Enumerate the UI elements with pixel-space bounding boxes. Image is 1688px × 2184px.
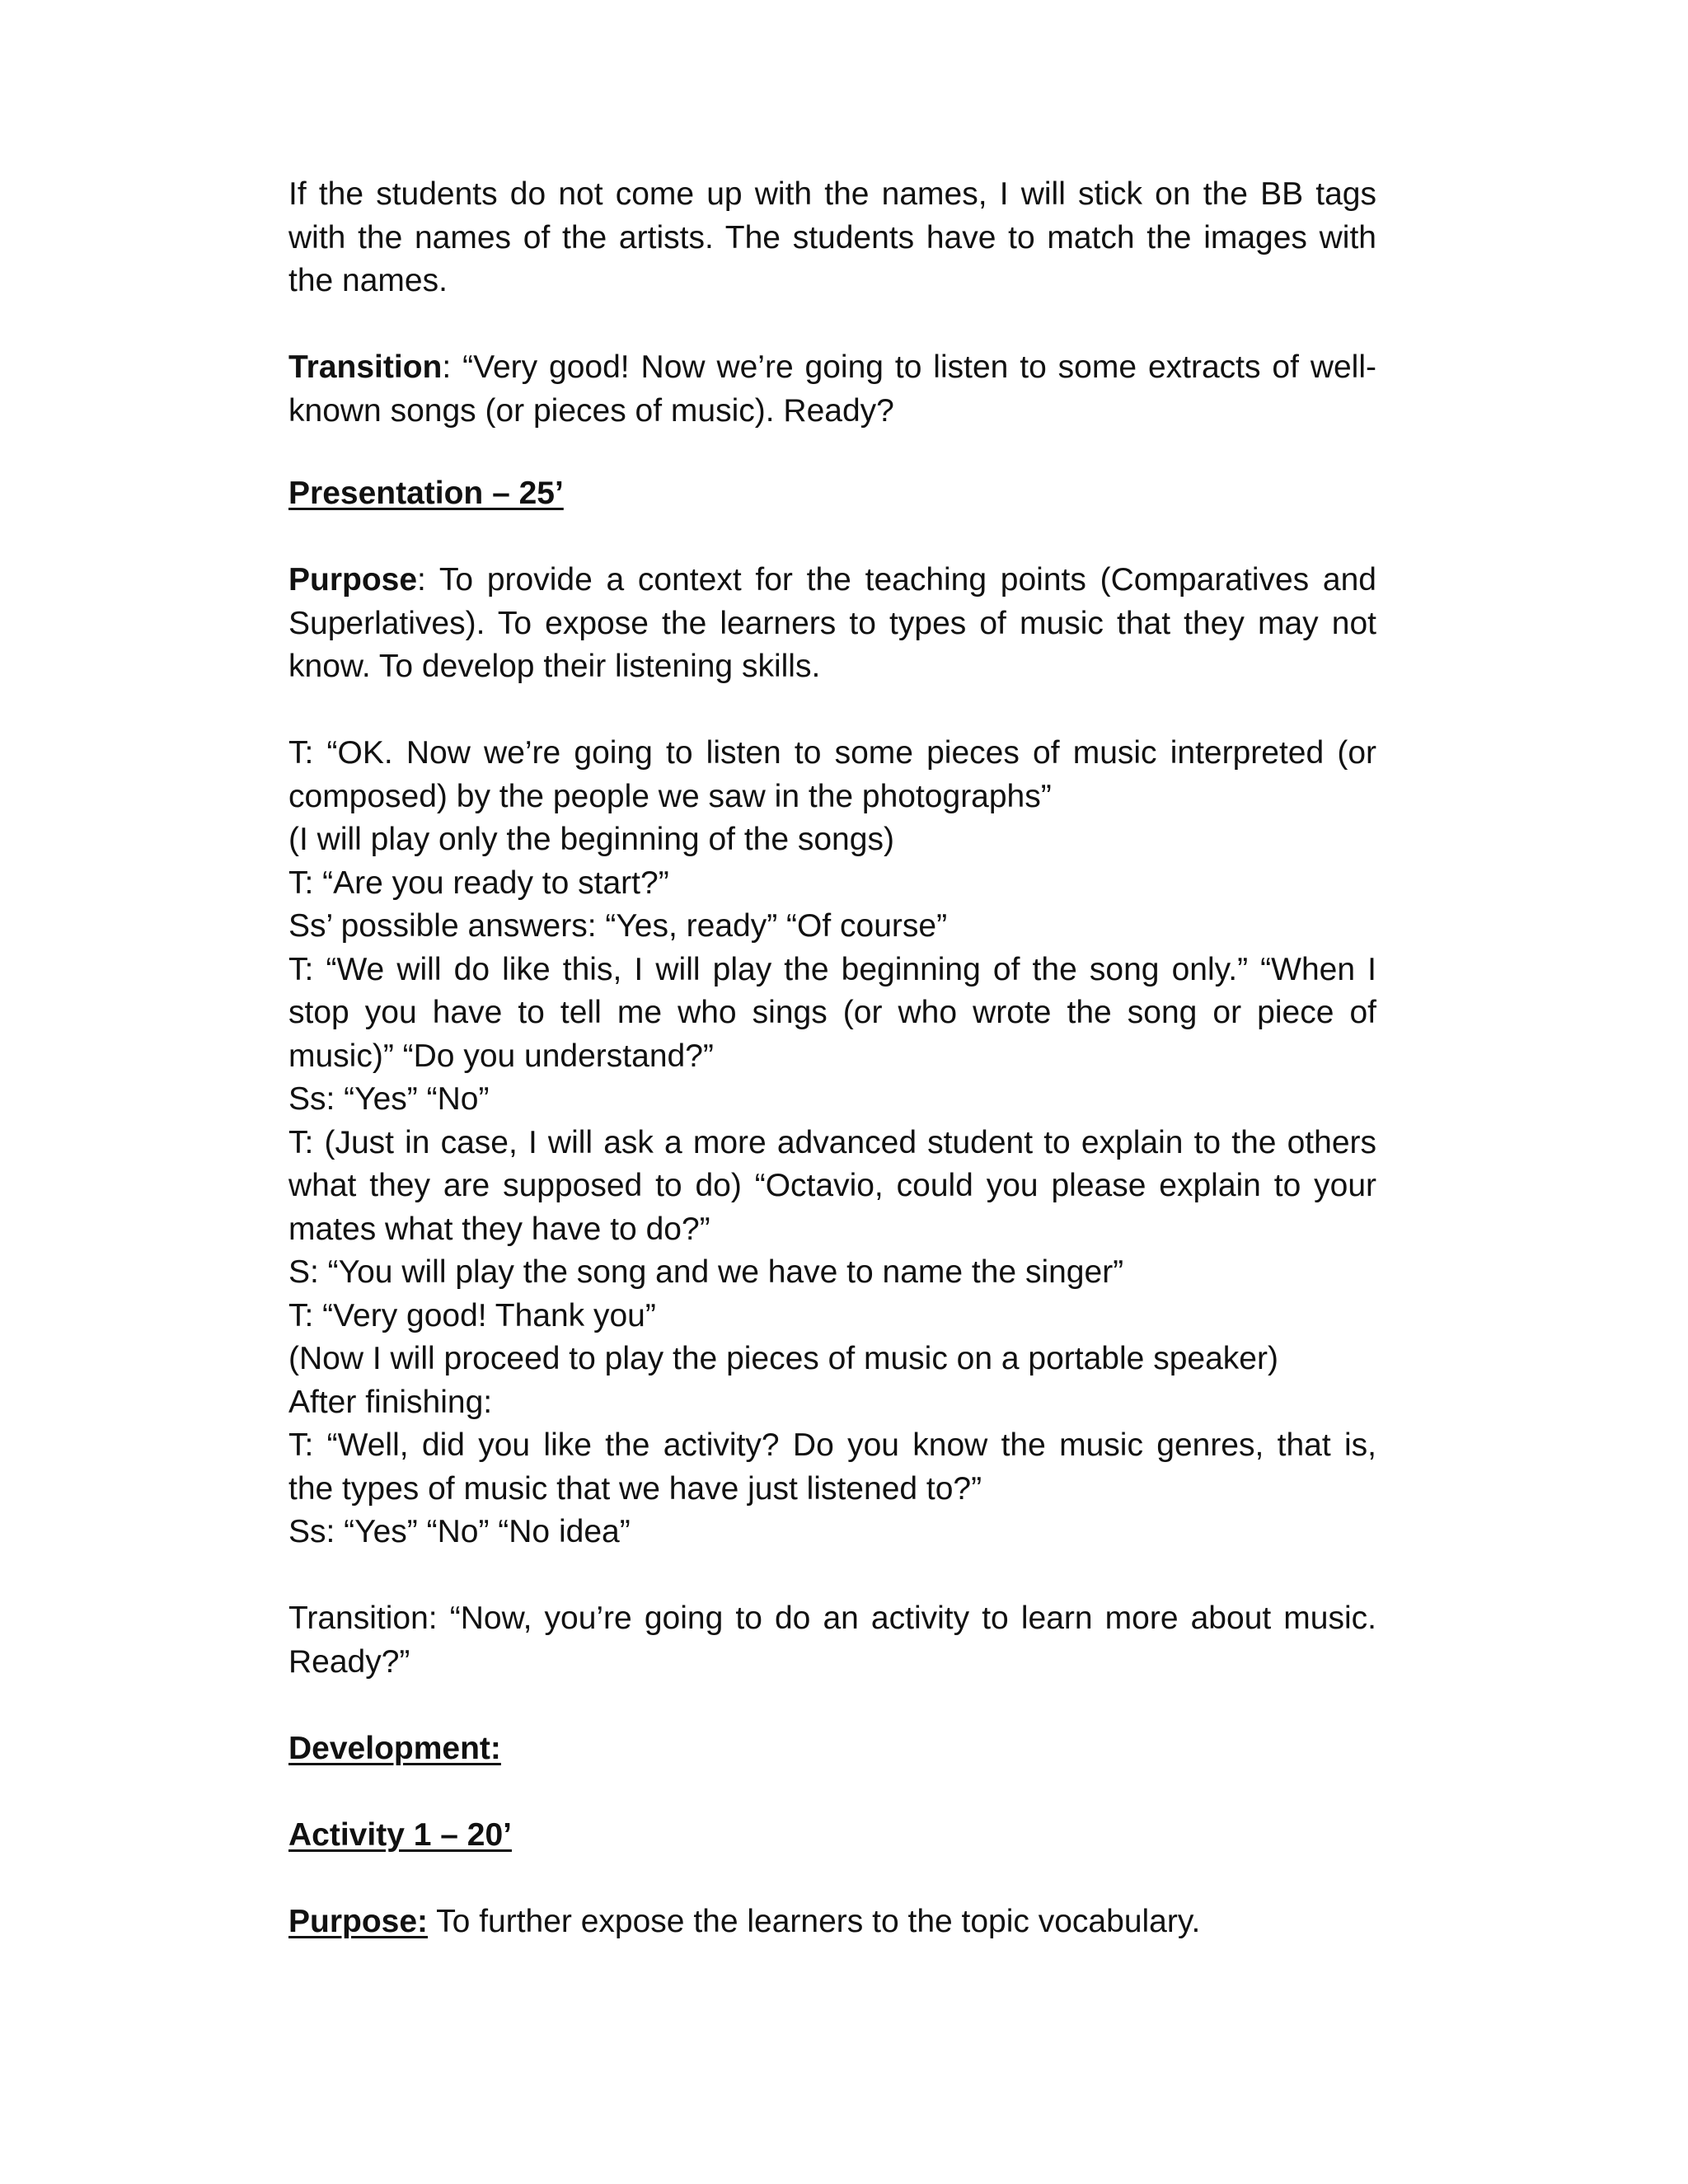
dialogue-line: T: (Just in case, I will ask a more advanced student to explain to the others (288, 1124, 1376, 1160)
transition2-paragraph (288, 1597, 1376, 1684)
activity-heading: Activity 1 – 20’ (288, 1816, 512, 1853)
purpose-line: Superlatives). To expose the learners to types of music that they may not (288, 605, 1376, 641)
spacer (288, 303, 1376, 347)
spacer (288, 1554, 1376, 1598)
transition-text: : “Very good! Now we’re going to listen to some extracts of well- (442, 349, 1376, 385)
spacer (288, 516, 1376, 560)
dialogue-line: what they are supposed to do) “Octavio, could you please explain to your (288, 1168, 1376, 1203)
dialogue-line: stop you have to tell me who sings (or who wrote the song or piece of (288, 995, 1376, 1030)
transition2-line: Ready?” (288, 1643, 410, 1680)
dialogue-line: T: “We will do like this, I will play the beginning of the song only.” “When I (288, 951, 1376, 987)
transition-label: Transition (288, 349, 443, 385)
dialogue-line: After finishing: (288, 1384, 493, 1420)
presentation-heading: Presentation – 25’ (288, 476, 564, 511)
intro-line: If the students do not come up with the names, I will stick on the BB tags (288, 176, 1376, 212)
purpose-paragraph (288, 559, 1376, 689)
dialogue-line: T: “Are you ready to start?” (288, 865, 669, 901)
dialogue-line: T: “Well, did you like the activity? Do you know the music genres, that is, (288, 1427, 1376, 1463)
purpose-line: know. To develop their listening skills. (288, 649, 821, 684)
purpose-line (288, 559, 1376, 602)
transition-line: known songs (or pieces of music). Ready? (288, 392, 894, 429)
dialogue-line: S: “You will play the song and we have to name the singer” (288, 1254, 1124, 1290)
dialogue-line: (I will play only the beginning of the songs) (288, 822, 894, 857)
dialogue-line: Ss’ possible answers: “Yes, ready” “Of course” (288, 908, 948, 944)
intro-paragraph (288, 173, 1376, 303)
transition-paragraph (288, 346, 1376, 433)
dialogue-line: the types of music that we have just listened to?” (288, 1470, 982, 1507)
purpose-label: Purpose (288, 562, 418, 598)
spacer (288, 689, 1376, 733)
dialogue-line: mates what they have to do?” (288, 1211, 710, 1247)
spacer (288, 1684, 1376, 1727)
dialogue-line: T: “OK. Now we’re going to listen to some pieces of music interpreted (or (288, 735, 1376, 771)
dialogue-line: Ss: “Yes” “No” (288, 1081, 490, 1117)
dialogue-line: Ss: “Yes” “No” “No idea” (288, 1514, 631, 1549)
purpose-text: : To provide a context for the teaching points (Comparatives and (417, 562, 1376, 598)
dialogue-line: T: “Very good! Thank you” (288, 1297, 656, 1333)
transition-line (288, 346, 1376, 390)
intro-line: with the names of the artists. The students have to match the images with (288, 219, 1376, 255)
dialogue-line: (Now I will proceed to play the pieces of music on a portable speaker) (288, 1341, 1278, 1376)
spacer (288, 433, 1376, 472)
spacer (288, 1770, 1376, 1814)
dialogue-line: composed) by the people we saw in the photographs” (288, 778, 1052, 814)
spacer (288, 1857, 1376, 1900)
transition2-line: Transition: “Now, you’re going to do an activity to learn more about music. (288, 1601, 1376, 1636)
dialogue-block (288, 732, 1376, 1554)
intro-line: the names. (288, 263, 448, 298)
document-page (288, 173, 1376, 1943)
purpose2-label: Purpose: (288, 1903, 429, 1939)
purpose2-paragraph (288, 1900, 1376, 1944)
development-heading: Development: (288, 1730, 501, 1766)
dialogue-line: music)” “Do you understand?” (288, 1038, 714, 1074)
purpose2-text: To further expose the learners to the topic vocabulary. (428, 1903, 1201, 1939)
